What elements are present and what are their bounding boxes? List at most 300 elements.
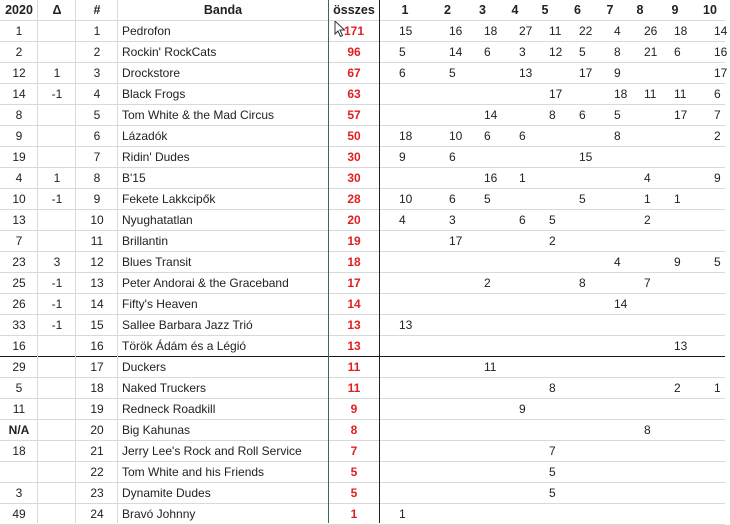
col-header-s2[interactable]: 2 [444,3,451,17]
cell-score[interactable]: 6 [674,45,681,59]
cell-rank[interactable]: 9 [93,192,101,206]
cell-score[interactable] [630,378,660,399]
cell-banda[interactable]: Pedrofon [122,24,171,38]
cell-2020[interactable]: 29 [12,360,26,374]
cell-2020[interactable]: 5 [15,381,23,395]
cell-score[interactable]: 5 [579,45,586,59]
cell-score[interactable]: 17 [449,234,463,248]
cell-score[interactable] [470,462,505,483]
cell-score[interactable]: 11 [484,360,497,374]
cell-score[interactable]: 1 [714,381,721,395]
cell-score[interactable] [385,105,435,126]
cell-score[interactable] [385,441,435,462]
cell-score[interactable] [470,252,505,273]
cell-score[interactable] [600,168,630,189]
col-header-s7[interactable]: 7 [606,3,614,17]
cell-score[interactable] [435,378,470,399]
cell-rank[interactable]: 24 [90,507,104,521]
cell-delta[interactable] [38,483,76,504]
cell-score[interactable] [385,168,435,189]
cell-score[interactable] [700,462,730,483]
cell-delta[interactable]: -1 [51,297,63,311]
cell-score[interactable] [435,462,470,483]
cell-banda[interactable]: Duckers [122,360,167,374]
cell-score[interactable] [630,504,660,525]
cell-score[interactable] [535,147,565,168]
cell-score[interactable]: 2 [644,213,651,227]
cell-score[interactable] [505,231,535,252]
cell-score[interactable] [505,357,535,378]
cell-score[interactable] [505,378,535,399]
cell-score[interactable]: 8 [614,45,621,59]
cell-score[interactable] [630,231,660,252]
cell-banda[interactable]: Blues Transit [122,255,192,269]
cell-delta[interactable] [38,126,76,147]
cell-score[interactable]: 21 [644,45,658,59]
cell-score[interactable] [505,147,535,168]
cell-score[interactable] [630,63,660,84]
cell-score[interactable]: 8 [579,276,586,290]
cell-2020[interactable]: 12 [12,66,26,80]
cell-score[interactable] [660,483,700,504]
cell-score[interactable] [435,168,470,189]
cell-score[interactable]: 18 [399,129,413,143]
cell-score[interactable] [385,462,435,483]
cell-score[interactable] [565,357,600,378]
cell-score[interactable] [535,399,565,420]
cell-score[interactable] [470,84,505,105]
cell-score[interactable]: 11 [674,87,687,101]
cell-score[interactable] [600,357,630,378]
cell-score[interactable] [600,399,630,420]
cell-rank[interactable]: 1 [93,24,101,38]
cell-score[interactable] [385,252,435,273]
cell-score[interactable]: 14 [714,24,728,38]
cell-score[interactable]: 6 [449,192,456,206]
cell-score[interactable]: 5 [399,45,406,59]
cell-score[interactable] [385,357,435,378]
cell-score[interactable]: 2 [674,381,681,395]
col-header-s4[interactable]: 4 [511,3,519,17]
cell-score[interactable] [565,315,600,336]
col-header-s6[interactable]: 6 [574,3,581,17]
col-header-s8[interactable]: 8 [636,3,644,17]
cell-osszes[interactable]: 50 [347,129,361,143]
cell-2020[interactable]: 16 [12,339,26,353]
cell-score[interactable]: 9 [614,66,621,80]
cell-score[interactable]: 17 [549,87,563,101]
cell-banda[interactable]: Bravó Johnny [122,507,196,521]
cell-score[interactable] [660,294,700,315]
cell-delta[interactable]: -1 [51,192,63,206]
cell-score[interactable] [660,147,700,168]
cell-score[interactable] [700,315,730,336]
cell-score[interactable]: 16 [449,24,463,38]
cell-score[interactable]: 1 [674,192,681,206]
cell-score[interactable] [435,420,470,441]
cell-score[interactable] [700,420,730,441]
cell-2020[interactable]: 26 [12,297,26,311]
cell-score[interactable]: 10 [449,129,463,143]
cell-rank[interactable]: 14 [90,297,104,311]
cell-delta[interactable] [38,504,76,525]
cell-score[interactable] [470,399,505,420]
cell-score[interactable] [565,378,600,399]
cell-score[interactable] [600,231,630,252]
cell-score[interactable] [505,273,535,294]
cell-score[interactable] [700,231,730,252]
cell-score[interactable]: 13 [519,66,533,80]
cell-score[interactable]: 8 [644,423,651,437]
cell-score[interactable] [535,252,565,273]
cell-score[interactable] [505,441,535,462]
cell-score[interactable] [470,294,505,315]
cell-score[interactable] [435,252,470,273]
cell-score[interactable] [660,210,700,231]
cell-score[interactable] [565,252,600,273]
cell-score[interactable]: 5 [549,213,556,227]
cell-score[interactable] [435,441,470,462]
cell-score[interactable] [600,336,630,357]
cell-score[interactable] [630,147,660,168]
cell-score[interactable]: 6 [449,150,456,164]
cell-osszes[interactable]: 7 [350,444,358,458]
cell-osszes[interactable]: 28 [347,192,361,206]
cell-rank[interactable]: 13 [90,276,104,290]
cell-score[interactable] [565,441,600,462]
cell-score[interactable]: 6 [484,45,491,59]
cell-score[interactable] [630,357,660,378]
cell-banda[interactable]: Brillantin [122,234,169,248]
cell-score[interactable] [385,84,435,105]
cell-banda[interactable]: Redneck Roadkill [122,402,216,416]
cell-score[interactable]: 5 [484,192,491,206]
cell-score[interactable] [505,336,535,357]
col-header-2020[interactable]: 2020 [5,3,33,17]
cell-score[interactable] [630,252,660,273]
cell-score[interactable] [565,462,600,483]
cell-score[interactable] [435,294,470,315]
cell-score[interactable]: 11 [549,24,562,38]
cell-score[interactable] [435,105,470,126]
cell-score[interactable] [600,147,630,168]
cell-rank[interactable]: 12 [90,255,104,269]
cell-score[interactable]: 14 [449,45,463,59]
cell-score[interactable] [600,504,630,525]
cell-score[interactable]: 4 [614,24,621,38]
cell-score[interactable]: 7 [714,108,721,122]
cell-score[interactable] [660,357,700,378]
cell-banda[interactable]: Jerry Lee's Rock and Roll Service [122,444,302,458]
cell-score[interactable] [600,315,630,336]
cell-osszes[interactable]: 19 [347,234,361,248]
cell-osszes[interactable]: 17 [347,276,361,290]
cell-banda[interactable]: Big Kahunas [122,423,191,437]
cell-score[interactable] [385,273,435,294]
cell-score[interactable] [565,294,600,315]
cell-score[interactable] [660,399,700,420]
cell-score[interactable] [385,294,435,315]
cell-score[interactable] [435,357,470,378]
col-header-s5[interactable]: 5 [541,3,549,17]
cell-score[interactable] [600,378,630,399]
cell-score[interactable]: 9 [519,402,526,416]
cell-score[interactable] [385,336,435,357]
cell-score[interactable] [660,504,700,525]
cell-2020[interactable]: 4 [15,171,23,185]
cell-score[interactable] [660,63,700,84]
cell-delta[interactable] [38,399,76,420]
cell-score[interactable]: 13 [399,318,413,332]
col-header-s10[interactable]: 10 [703,3,717,17]
col-header-s1[interactable]: 1 [401,3,409,17]
cell-rank[interactable]: 4 [93,87,101,101]
cell-osszes[interactable]: 8 [350,423,358,437]
cell-score[interactable] [700,294,730,315]
cell-score[interactable] [700,504,730,525]
cell-2020[interactable]: 33 [12,318,26,332]
cell-score[interactable]: 27 [519,24,533,38]
cell-banda[interactable]: Ridin' Dudes [122,150,190,164]
cell-score[interactable] [385,483,435,504]
cell-rank[interactable]: 11 [90,234,104,248]
cell-banda[interactable]: Drockstore [122,66,181,80]
cell-score[interactable]: 2 [549,234,556,248]
cell-banda[interactable]: Peter Andorai & the Graceband [122,276,289,290]
cell-banda[interactable]: Tom White and his Friends [122,465,265,479]
cell-osszes[interactable]: 18 [347,255,361,269]
cell-score[interactable] [660,420,700,441]
cell-score[interactable] [470,504,505,525]
cell-rank[interactable]: 2 [93,45,101,59]
cell-score[interactable] [535,420,565,441]
cell-score[interactable]: 16 [714,45,728,59]
cell-score[interactable] [385,231,435,252]
cell-score[interactable] [505,84,535,105]
cell-score[interactable] [630,462,660,483]
cell-banda[interactable]: Tom White & the Mad Circus [122,108,275,122]
cell-score[interactable] [435,399,470,420]
cell-score[interactable] [385,399,435,420]
cell-banda[interactable]: Török Ádám és a Légió [122,339,247,353]
cell-score[interactable]: 22 [579,24,593,38]
cell-2020[interactable] [0,462,38,483]
cell-delta[interactable] [38,336,76,357]
cell-score[interactable]: 4 [399,213,406,227]
cell-score[interactable] [700,336,730,357]
cell-2020[interactable]: 23 [12,255,26,269]
cell-score[interactable] [505,462,535,483]
cell-score[interactable] [470,441,505,462]
cell-score[interactable]: 5 [614,108,621,122]
cell-score[interactable] [535,63,565,84]
cell-score[interactable]: 5 [579,192,586,206]
cell-score[interactable] [535,336,565,357]
cell-score[interactable]: 15 [579,150,593,164]
cell-score[interactable] [565,399,600,420]
cell-delta[interactable]: 1 [53,66,61,80]
cell-score[interactable] [565,168,600,189]
cell-score[interactable]: 1 [519,171,526,185]
cell-score[interactable]: 2 [714,129,721,143]
cell-score[interactable]: 14 [614,297,628,311]
cell-osszes[interactable]: 57 [347,108,361,122]
cell-score[interactable]: 3 [519,45,526,59]
cell-rank[interactable]: 10 [90,213,104,227]
cell-score[interactable] [565,504,600,525]
cell-score[interactable]: 7 [644,276,651,290]
cell-score[interactable] [700,483,730,504]
cell-score[interactable]: 2 [484,276,491,290]
cell-score[interactable]: 5 [549,465,556,479]
cell-score[interactable] [630,315,660,336]
cell-score[interactable] [600,441,630,462]
cell-rank[interactable]: 21 [90,444,104,458]
cell-rank[interactable]: 22 [90,465,104,479]
cell-score[interactable] [700,189,730,210]
cell-score[interactable] [505,105,535,126]
cell-score[interactable] [700,210,730,231]
cell-rank[interactable]: 19 [90,402,104,416]
cell-osszes[interactable]: 14 [347,297,361,311]
cell-score[interactable] [600,420,630,441]
cell-score[interactable] [660,273,700,294]
cell-score[interactable] [630,399,660,420]
cell-score[interactable] [700,441,730,462]
cell-delta[interactable] [38,147,76,168]
cell-score[interactable] [600,189,630,210]
cell-score[interactable] [470,336,505,357]
cell-score[interactable] [535,294,565,315]
cell-score[interactable] [700,399,730,420]
cell-score[interactable] [565,126,600,147]
cell-osszes[interactable]: 5 [350,486,358,500]
cell-score[interactable] [535,189,565,210]
cell-banda[interactable]: Nyughatatlan [122,213,193,227]
cell-score[interactable] [565,210,600,231]
cell-score[interactable]: 6 [484,129,491,143]
cell-osszes[interactable]: 9 [350,402,358,416]
cell-score[interactable] [505,189,535,210]
cell-score[interactable]: 13 [674,339,688,353]
cell-score[interactable] [660,462,700,483]
cell-score[interactable] [630,441,660,462]
cell-score[interactable] [700,357,730,378]
cell-score[interactable]: 4 [644,171,651,185]
cell-score[interactable]: 5 [549,486,556,500]
cell-rank[interactable]: 15 [90,318,104,332]
col-header-delta[interactable]: Δ [52,3,62,17]
cell-banda[interactable]: Dynamite Dudes [122,486,211,500]
cell-score[interactable]: 17 [674,108,688,122]
cell-score[interactable] [470,378,505,399]
cell-osszes[interactable]: 96 [347,45,361,59]
cell-score[interactable] [435,273,470,294]
cell-banda[interactable]: Fifty's Heaven [122,297,198,311]
cell-banda[interactable]: Rockin' RockCats [122,45,217,59]
cell-2020[interactable]: 1 [15,24,23,38]
cell-score[interactable] [385,378,435,399]
cell-rank[interactable]: 8 [93,171,101,185]
cell-score[interactable] [565,84,600,105]
cell-banda[interactable]: B'15 [122,171,146,185]
cell-osszes[interactable]: 63 [347,87,361,101]
cell-score[interactable]: 1 [644,192,651,206]
cell-score[interactable] [565,483,600,504]
cell-score[interactable] [700,273,730,294]
cell-score[interactable] [470,147,505,168]
cell-osszes[interactable]: 13 [347,339,361,353]
cell-score[interactable]: 9 [399,150,406,164]
cell-2020[interactable]: 19 [12,150,26,164]
cell-banda[interactable]: Sallee Barbara Jazz Trió [122,318,253,332]
cell-banda[interactable]: Lázadók [122,129,168,143]
cell-score[interactable]: 8 [549,108,556,122]
cell-score[interactable]: 6 [519,129,526,143]
cell-score[interactable]: 11 [644,87,657,101]
cell-score[interactable]: 10 [399,192,413,206]
cell-banda[interactable]: Black Frogs [122,87,186,101]
cell-score[interactable]: 5 [714,255,721,269]
cell-rank[interactable]: 17 [90,360,104,374]
cell-osszes[interactable]: 11 [347,360,361,374]
cell-score[interactable]: 9 [714,171,721,185]
cell-2020[interactable]: 8 [15,108,23,122]
cell-score[interactable] [470,231,505,252]
cell-score[interactable] [660,168,700,189]
cell-delta[interactable] [38,21,76,42]
cell-osszes[interactable]: 5 [350,465,358,479]
cell-osszes[interactable]: 20 [347,213,361,227]
cell-osszes[interactable]: 67 [347,66,361,80]
cell-score[interactable]: 26 [644,24,658,38]
cell-score[interactable] [505,504,535,525]
cell-score[interactable] [660,126,700,147]
cell-score[interactable] [600,462,630,483]
cell-score[interactable] [565,420,600,441]
cell-delta[interactable] [38,357,76,378]
cell-rank[interactable]: 3 [93,66,101,80]
cell-delta[interactable] [38,420,76,441]
cell-score[interactable] [385,420,435,441]
cell-score[interactable] [435,504,470,525]
cell-score[interactable]: 9 [674,255,681,269]
cell-2020[interactable]: 2 [15,45,23,59]
cell-score[interactable] [630,126,660,147]
cell-rank[interactable]: 7 [93,150,101,164]
cell-score[interactable]: 18 [614,87,628,101]
cell-score[interactable]: 7 [549,444,556,458]
cell-score[interactable] [535,126,565,147]
cell-osszes[interactable]: 30 [347,171,361,185]
cell-osszes[interactable]: 11 [347,381,361,395]
cell-score[interactable] [600,210,630,231]
cell-score[interactable] [470,483,505,504]
cell-delta[interactable]: 1 [53,171,61,185]
cell-2020[interactable]: 11 [12,402,26,416]
cell-score[interactable]: 4 [614,255,621,269]
cell-score[interactable] [630,294,660,315]
cell-2020[interactable]: 7 [15,234,23,248]
cell-2020[interactable]: 25 [12,276,26,290]
cell-score[interactable] [535,273,565,294]
col-header-s9[interactable]: 9 [671,3,679,17]
cell-delta[interactable] [38,462,76,483]
cell-score[interactable] [600,273,630,294]
cell-score[interactable] [470,63,505,84]
cell-score[interactable] [505,252,535,273]
cell-score[interactable] [470,210,505,231]
